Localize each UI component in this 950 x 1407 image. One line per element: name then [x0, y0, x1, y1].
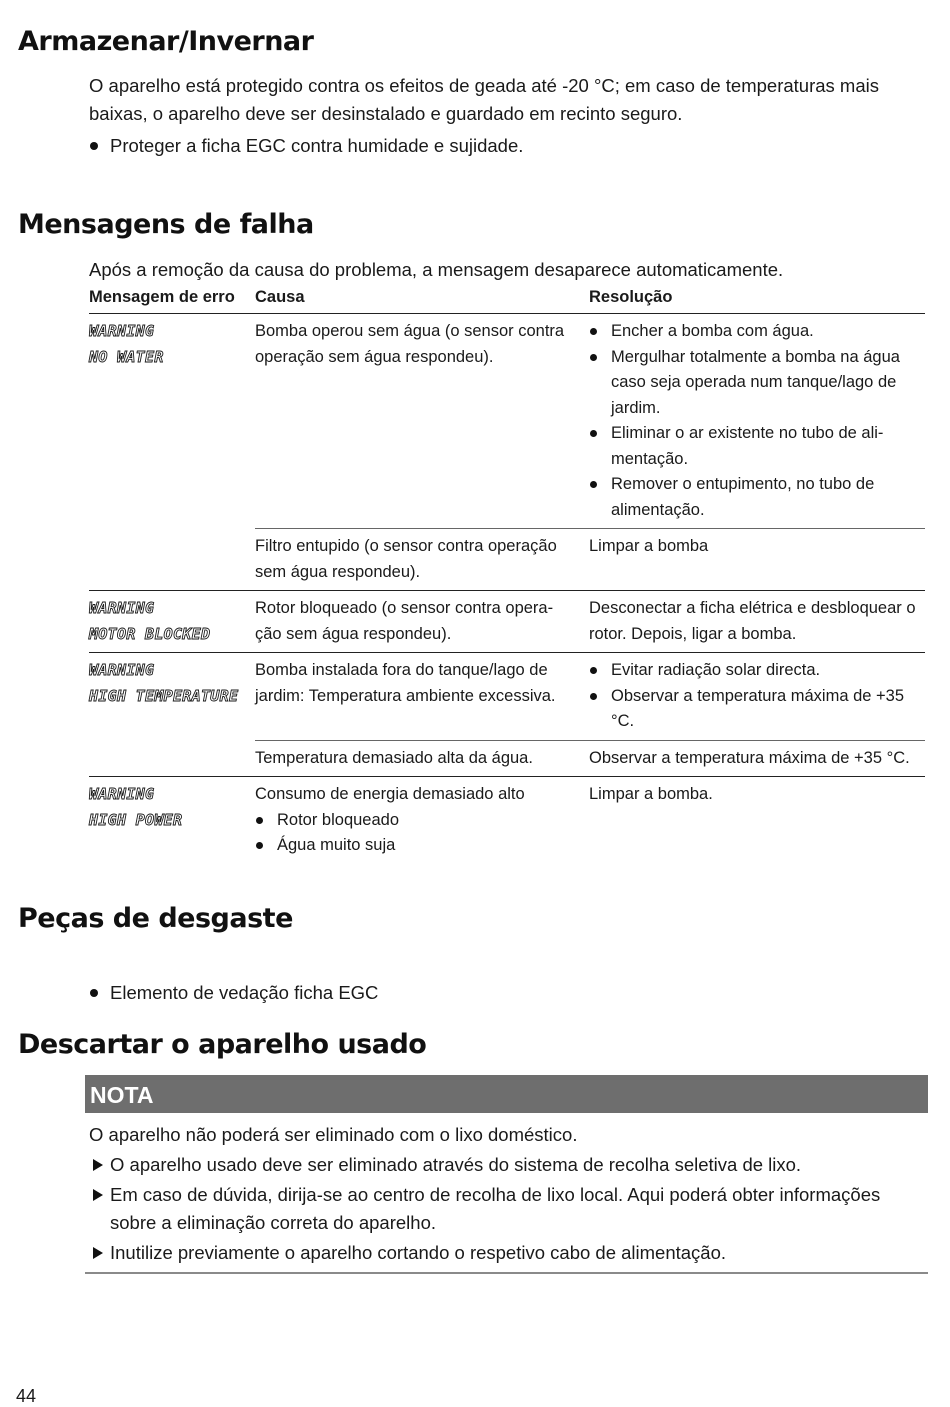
table-row [89, 314, 925, 591]
cause-bullet: Água muito suja [255, 833, 579, 859]
error-code-line1: WARNING [89, 661, 155, 679]
resolution-bullet: Evitar radiação solar directa. [589, 658, 925, 684]
error-cause: Rotor bloqueado (o sensor contra opera-ção sem água respondeu). [255, 599, 554, 643]
error-code-line2: MOTOR BLOCKED [89, 624, 211, 643]
error-message [89, 653, 255, 740]
resolution-bullet: Observar a temperatura máxima de +35 °C. [589, 684, 925, 735]
note-bottom-rule [85, 1272, 928, 1274]
header-cause: Causa [255, 288, 305, 306]
section-title-errors: Mensagens de falha [18, 209, 314, 240]
error-resolution [589, 314, 925, 528]
error-resolution: Observar a temperatura máxima de +35 °C. [589, 748, 910, 767]
dispose-step: Em caso de dúvida, dirija-se ao centro de recolha de lixo local. Aqui poderá obter informações sobre a eliminação correta do aparelho. [89, 1181, 919, 1237]
error-resolution: Limpar a bomba [589, 537, 709, 555]
section-title-wear: Peças de desgaste [18, 903, 293, 934]
error-resolution [589, 653, 925, 740]
error-resolution: Desconectar a ficha elétrica e desbloquear o rotor. Depois, ligar a bomba. [589, 599, 916, 643]
error-code-line1: WARNING [89, 599, 155, 617]
wear-bullet: Elemento de vedação ficha EGC [89, 979, 930, 1007]
error-message [89, 591, 255, 652]
dispose-intro: O aparelho não poderá ser eliminado com o lixo doméstico. [89, 1124, 578, 1145]
table-row [89, 591, 925, 653]
resolution-bullet: Remover o entupimento, no tubo de alimentação. [589, 472, 925, 523]
error-cause: Temperatura demasiado alta da água. [255, 748, 533, 767]
table-row [89, 777, 925, 864]
header-message: Mensagem de erro [89, 288, 235, 306]
dispose-step: O aparelho usado deve ser eliminado através do sistema de recolha seletiva de lixo. [89, 1151, 919, 1179]
error-cause: Bomba instalada fora do tanque/lago de jardim: Temperatura ambiente excessiva. [255, 661, 556, 705]
resolution-bullet: Encher a bomba com água. [589, 319, 925, 345]
dispose-step: Inutilize previamente o aparelho cortando o respetivo cabo de alimentação. [89, 1239, 919, 1267]
error-cause: Filtro entupido (o sensor contra operação sem água respondeu). [255, 537, 557, 581]
error-table [89, 288, 925, 864]
error-message [89, 314, 255, 528]
errors-intro: Após a remoção da causa do problema, a mensagem desaparece automaticamente. [89, 259, 784, 280]
resolution-bullet: Mergulhar totalmente a bomba na água caso seja operada num tanque/lago de jardim. [589, 345, 925, 422]
error-cause: Bomba operou sem água (o sensor contra operação sem água respondeu). [255, 322, 565, 366]
store-paragraph-line2: baixas, o aparelho deve ser desinstalado e guardado em recinto seguro. [89, 103, 683, 124]
resolution-bullet: Eliminar o ar existente no tubo de ali-mentação. [589, 421, 925, 472]
page-number: 44 [16, 1386, 37, 1406]
store-paragraph [89, 72, 929, 128]
dispose-steps [89, 1151, 919, 1267]
cause-text: Consumo de energia demasiado alto [255, 785, 525, 803]
error-resolution: Limpar a bomba. [589, 785, 713, 803]
error-code-line2: HIGH TEMPERATURE [89, 686, 239, 705]
store-bullet: Proteger a ficha EGC contra humidade e sujidade. [89, 132, 930, 160]
table-row [89, 653, 925, 777]
section-title-store: Armazenar/Invernar [18, 26, 314, 57]
error-cause [255, 777, 589, 864]
note-banner: NOTA [85, 1075, 928, 1113]
error-table-header [89, 288, 925, 314]
error-code-line2: HIGH POWER [89, 810, 183, 829]
error-code-line1: WARNING [89, 785, 155, 803]
error-code-line2: NO WATER [89, 347, 164, 366]
error-message [89, 777, 255, 864]
store-paragraph-line1: O aparelho está protegido contra os efeitos de geada até -20 °C; em caso de temperaturas mais [89, 75, 879, 96]
section-title-dispose: Descartar o aparelho usado [18, 1029, 427, 1060]
error-code-line1: WARNING [89, 322, 155, 340]
header-resolution: Resolução [589, 288, 673, 306]
cause-bullet: Rotor bloqueado [255, 808, 579, 834]
